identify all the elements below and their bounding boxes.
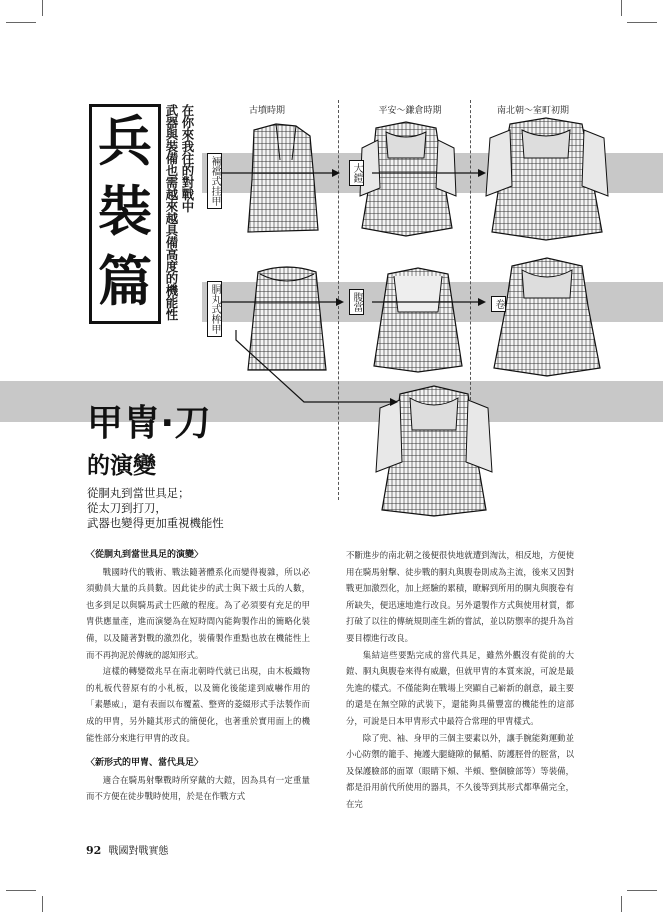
book-title: 戰國對戰實態 [108, 846, 169, 857]
page-number: 92 [86, 844, 102, 857]
paragraph: 這樣的轉變徵兆早在南北朝時代就已出現，由木板織物的札板代替原有的小札板，以及簡化後能達到威嚇作用的「素懸威」，還有表面以布覆蓋、整齊的菱綴形式手法製作而成的甲冑，另外隨其形式的簡便化，也著重於實用面上的機能性部分來進行甲冑的改良。 [86, 666, 310, 743]
body-column-right [346, 547, 574, 813]
crop-mark-br-v [621, 896, 622, 912]
section-tagline-right: 在你來我往的對戰中 [180, 104, 195, 212]
headline-description [87, 486, 224, 531]
section-title-char: 裝 [98, 180, 152, 243]
subheading: 〈從胴丸到當世具足的演變〉 [86, 550, 204, 560]
headline-line: 從太刀到打刀， [87, 501, 167, 515]
crop-mark-bl-v [42, 896, 43, 912]
section-title-char: 篇 [98, 250, 152, 313]
headline-line: 從胴丸到當世具足； [87, 486, 190, 500]
headline-line: 武器也變得更加重視機能性 [87, 516, 224, 530]
section-tagline-left: 武器與裝備也需越來越具備高度的機能性 [164, 104, 179, 320]
headline-sub: 的演變 [87, 453, 156, 479]
armor-label-haramaki: 腹當 [349, 289, 364, 315]
section-title-char: 兵 [98, 110, 152, 173]
paragraph: 戰國時代的戰術、戰法隨著體系化而變得複雜，所以必須動員大量的兵員數。因此徒步的武士與下級士兵的人數，也多到足以與騎馬武士匹敵的程度。為了必須要有充足的甲冑供應量產，進而演變為在短時間內能夠製作出的簡略化裝備，以及隨著對戰的激烈化，裝備製作重點也放在機能性上而不再拘泥於傳統的認知形式。 [86, 566, 310, 660]
period-header-kofun: 古墳時期 [248, 106, 285, 116]
crop-mark-bl-h [6, 890, 36, 891]
page-footer [86, 842, 169, 857]
paragraph: 適合在騎馬射擊戰時所穿戴的大鎧，因為具有一定重量而不方便在徒步戰時使用，於是在作戰方式 [86, 774, 310, 802]
period-header-nanboku: 南北朝～室町初期 [496, 106, 569, 116]
headline-main: 甲冑‧刀 [87, 403, 212, 444]
body-column-left [86, 547, 310, 805]
crop-mark-br-h [627, 890, 657, 891]
paragraph: 不斷進步的南北朝之後便很快地就遭到淘汰，相反地，方便使用在騎馬射擊、徒步戰的胴丸與腹卷則成為主流，後來又因對戰更加激烈化，加上經驗的累積，瞭解到所用的胴丸與腹卷有所缺失，便迅速地進行改良。另外還製作方式與使用材質，都打破了以往的傳統規則產生新的嘗試，並以防禦率的提升為首要目標進行改良。 [346, 550, 574, 643]
paragraph: 集結這些要點完成的當代具足，雖然外觀沒有從前的大鎧、胴丸與腹卷來得有威嚴，但就甲冑的本質來說，可說是最先進的樣式。不僅能夠在戰場上突顯自己嶄新的創意，最主要的還是在無空隙的武裝下，還能夠具備豐富的機能性的這部分，可說是日本甲冑形式中最符合常理的甲冑樣式。 [346, 649, 574, 726]
armor-label-ooyoroi: 大鎧 [349, 160, 364, 186]
armor-label-tanko: 胴丸式桙甲 [207, 281, 222, 337]
subheading: 〈新形式的甲冑、當代具足〉 [86, 758, 204, 769]
period-header-heian: 平安～鎌倉時期 [378, 106, 442, 116]
paragraph: 除了兜、袖、身甲的三個主要素以外，讓手腕能夠運動並小心防禦的籠手、掩護大腿縫隙的佩楯、防護脛骨的脛當，以及保護臉部的面罩（眼睛下頰、半頰、整個臉部等）等裝備，都是沿用前代所使用的器具，不久後等到其形式都準備完全，在完 [346, 732, 574, 809]
armor-label-maki: 卷 [491, 296, 506, 312]
armor-label-keiko: 裲襠式挂甲 [207, 153, 222, 209]
